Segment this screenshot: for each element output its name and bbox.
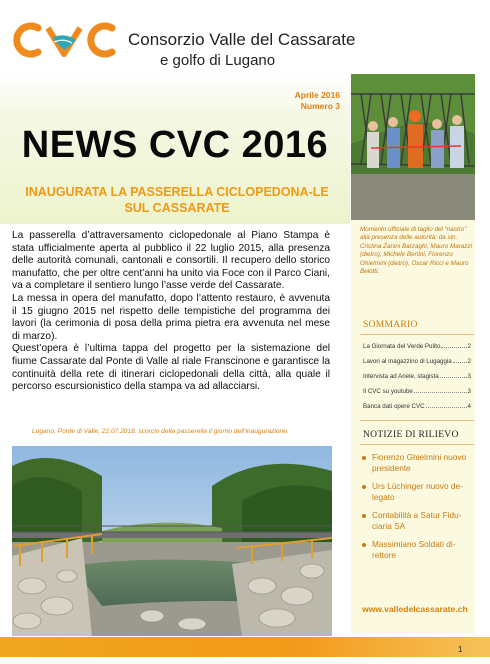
org-name-line2: e golfo di Lugano bbox=[160, 52, 276, 69]
org-name-line1: Consorzio Valle del Cassarate bbox=[128, 30, 356, 49]
edition-info bbox=[295, 90, 340, 112]
ribbon-cutting-photo bbox=[351, 74, 475, 220]
toc-page: 4 bbox=[467, 403, 471, 410]
news-item: Urs Lüchinger nuovo de-legato bbox=[360, 481, 476, 503]
toc-page: 3 bbox=[467, 373, 471, 380]
toc-page: 2 bbox=[467, 358, 471, 365]
edition-number: Numero 3 bbox=[300, 101, 340, 111]
sommario-title: SOMMARIO bbox=[363, 320, 418, 330]
divider bbox=[360, 444, 474, 445]
footer-bar bbox=[0, 637, 490, 657]
article-paragraph: La messa in opera del manufatto, dopo l’attento restauro, è avvenuta il 15 giugno 2015 nel rispetto delle tempistiche del programma dei lavori (la cerimonia di posa della prima pietra era avvenuta nel mese di marzo). bbox=[12, 292, 330, 342]
news-item: Massimiano Soldati di-rettore bbox=[360, 539, 476, 561]
news-item: Fiorenzo Ghielmini nuovo presidente bbox=[360, 452, 476, 474]
newsletter-title: NEWS CVC 2016 bbox=[21, 124, 329, 166]
edition-date: Aprile 2016 bbox=[294, 90, 340, 100]
toc-item[interactable] bbox=[363, 388, 471, 395]
toc-item[interactable] bbox=[363, 373, 471, 380]
toc-item[interactable] bbox=[363, 358, 471, 365]
toc-label: Banca dati opere CVC bbox=[363, 403, 425, 410]
article-body bbox=[12, 230, 330, 394]
bottom-photo-caption: Lugano, Ponte di Valle, 22.07.2016: scorcio della passerella il giorno dell’inaugurazione. bbox=[32, 428, 289, 435]
toc-item[interactable] bbox=[363, 343, 471, 350]
website-link[interactable]: www.valledelcassarate.ch bbox=[362, 604, 468, 614]
toc-label: Lavori al magazzino di Lugaggia bbox=[363, 358, 452, 365]
toc-label: La Giornata del Verde Pulito bbox=[363, 343, 441, 350]
top-photo-caption: Momento ufficiale di taglio del “nastro” alla presenza delle autorità: da sin. Cristina Zanini Barzaghi, Mauro Marazzi (dietro), Michele Bertini, Fiorenzo Ghielmini (dietro), Oscar Ricci e Mauro Belotti. bbox=[360, 226, 472, 276]
divider bbox=[360, 334, 474, 335]
bridge-river-photo bbox=[12, 446, 332, 636]
article-paragraph: Quest’opera è l’ultima tappa del progetto per la sistemazione del fiume Cassarate dal Ponte di Valle al riale Franscinone e garantisce la continuità della rete di itinerari ciclopedonali della città, alla quale il percorso escursionistico della stampa va ad allacciarsi. bbox=[12, 343, 330, 393]
toc-label: Intervista ad Ariele, stagista bbox=[363, 373, 439, 380]
toc-page: 2 bbox=[467, 343, 471, 350]
article-paragraph: La passerella d’attraversamento ciclopedonale al Piano Stampa è stata ufficialmente aperta al pubblico il 22 luglio 2015, alla presenza delle autorità comunali, cantonali e consortili. Il recupero dello storico manufatto, che per oltre cent’anni ha unito via Foce con il Parco Ciani, va a completare il sentiero lungo l’asse verde del Cassarate. bbox=[12, 230, 330, 292]
article-headline: INAUGURATA LA PASSERELLA CICLOPEDONA-LE SUL CASSARATE bbox=[25, 185, 329, 215]
divider bbox=[360, 420, 474, 421]
toc-page: 3 bbox=[467, 388, 471, 395]
page-number: 1 bbox=[458, 645, 463, 654]
news-list bbox=[360, 452, 476, 568]
toc-item[interactable] bbox=[363, 403, 471, 410]
news-item: Contabilità a Satur Fidu-ciaria SA bbox=[360, 510, 476, 532]
cvc-logo bbox=[8, 18, 120, 62]
notizie-title: NOTIZIE DI RILIEVO bbox=[363, 430, 459, 440]
toc-label: Il CVC su youtube bbox=[363, 388, 413, 395]
